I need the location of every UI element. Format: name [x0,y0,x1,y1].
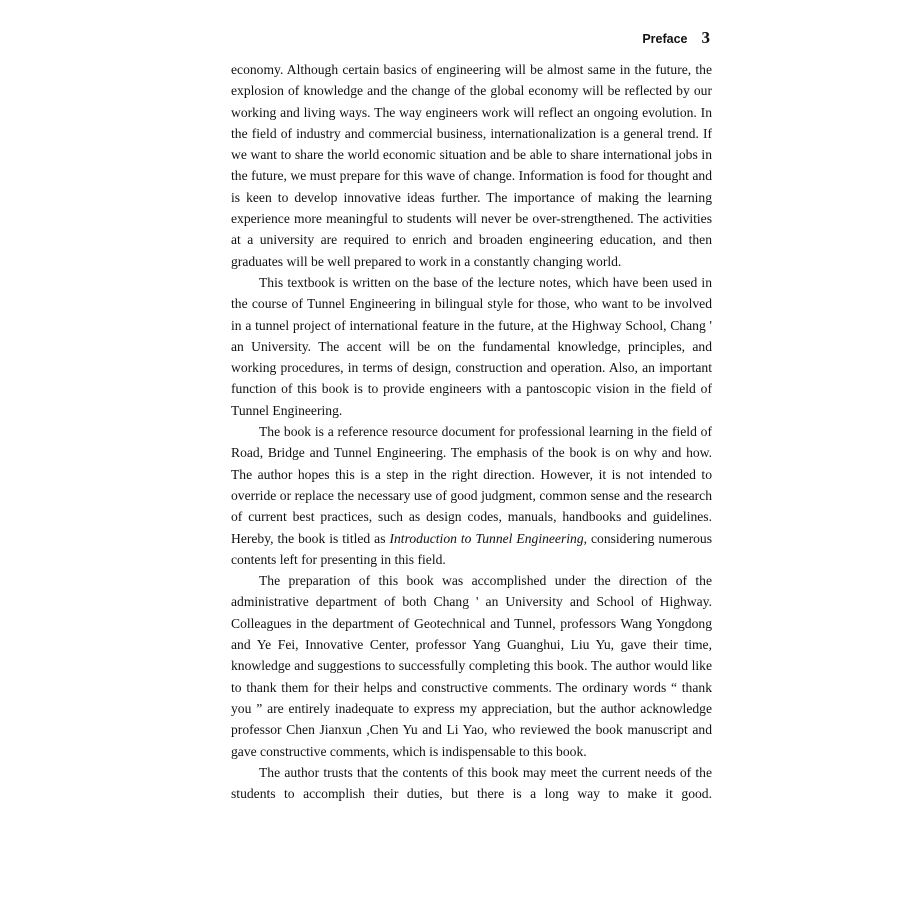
running-header [642,28,710,48]
paragraph-3 [231,421,712,570]
running-head-title: Preface [642,32,688,46]
paragraph-2: This textbook is written on the base of the lecture notes, which have been used in the course of Tunnel Engineering in bilingual style for those, who want to be involved in a tunnel project of international feature in the future, at the Highway School, Chang ' an University. The accent will be on the fundamental knowledge, principles, and working procedures, in terms of design, construction and operation. Also, an important function of this book is to provide engineers with a pantoscopic vision in the field of Tunnel Engineering. [231,274,712,418]
paragraph-1: economy. Although certain basics of engineering will be almost same in the future, the explosion of knowledge and the change of the global economy will be reflected by our working and living ways. The way engineers work will reflect an ongoing evolution. In the field of industry and commercial business, internationalization is a general trend. If we want to share the world economic situation and be able to share international jobs in the future, we must prepare for this wave of change. Information is food for thought and is keen to develop innovative ideas further. The importance of making the learning experience more meaningful to students will never be over-strengthened. The activities at a university are required to enrich and broaden engineering education, and then graduates will be well prepared to work in a constantly changing world. [231,62,712,269]
paragraph-5: The author trusts that the contents of this book may meet the current needs of the students to accomplish their duties, but there is a long way to make it good. [231,764,712,802]
preface-body [231,59,712,804]
paragraph-3-text: The book is a reference resource document for professional learning in the field of Road, Bridge and Tunnel Engineering. The emphasis of the book is on why and how. The author hopes this is a step in the right direction. However, it is not intended to override or replace the necessary use of good judgment, common sense and the research of current best practices, such as design codes, manuals, handbooks and guidelines. Hereby, the book is titled as [231,424,712,546]
book-title: Introduction to Tunnel Engineering [389,530,584,546]
paragraph-3-text-end: , considering numerous contents left for presenting in this field. [231,530,712,567]
paragraph-4: The preparation of this book was accomplished under the direction of the administrative department of both Chang ' an University and School of Highway. Colleagues in the department of Geotechnical and Tunnel, professors Wang Yongdong and Ye Fei, Innovative Center, professor Yang Guanghui, Liu Yu, gave their time, knowledge and suggestions to successfully completing this book. The author would like to thank them for their helps and constructive comments. The ordinary words “ thank you ” are entirely inadequate to express my appreciation, but the author acknowledge professor Chen Jianxun ,Chen Yu and Li Yao, who reviewed the book manuscript and gave constructive comments, which is indispensable to this book. [231,573,712,759]
page-number: 3 [701,28,710,47]
